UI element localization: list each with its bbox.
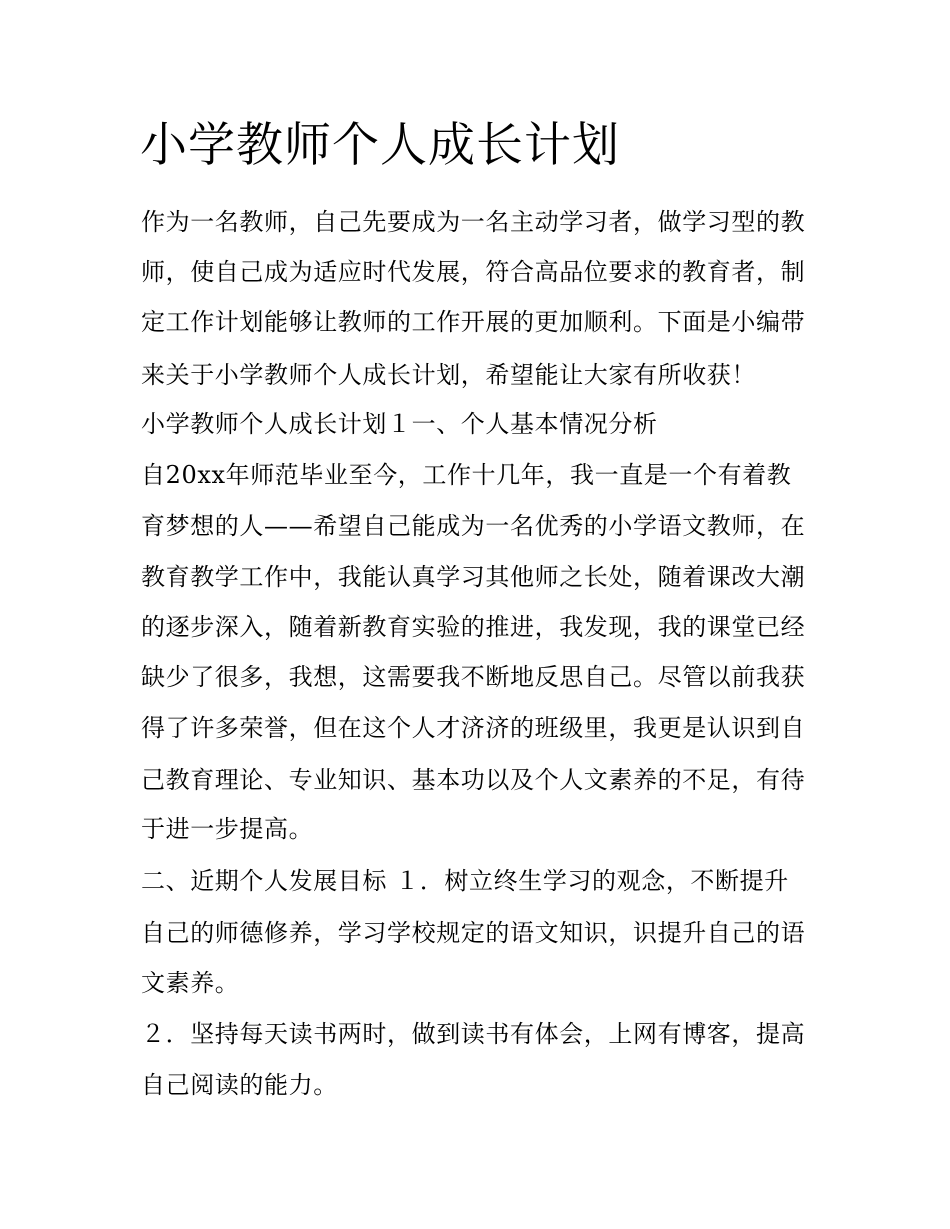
body-line: 定工作计划能够让教师的工作开展的更加顺利。下面是小编带 bbox=[141, 308, 806, 336]
body-line: 自己的师德修养，学习学校规定的语文知识，识提升自己的语 bbox=[141, 919, 806, 947]
body-line: 作为一名教师，自己先要成为一名主动学习者，做学习型的教 bbox=[141, 208, 806, 236]
body-line: 文素养。 bbox=[141, 969, 240, 997]
body-line: 来关于小学教师个人成长计划，希望能让大家有所收获！ bbox=[141, 361, 756, 389]
body-line: 师，使自己成为适应时代发展，符合高品位要求的教育者，制 bbox=[141, 258, 806, 286]
body-line: 二、近期个人发展目标 １．树立终生学习的观念，不断提升 bbox=[141, 867, 789, 895]
body-line: 缺少了很多，我想，这需要我不断地反思自己。尽管以前我获 bbox=[141, 663, 806, 691]
body-line: 于进一步提高。 bbox=[141, 815, 314, 843]
body-line: 自20xx年师范毕业至今，工作十几年，我一直是一个有着教 bbox=[141, 461, 792, 489]
body-line: 自己阅读的能力。 bbox=[141, 1071, 338, 1099]
body-line: 的逐步深入，随着新教育实验的推进，我发现，我的课堂已经 bbox=[141, 613, 806, 641]
body-line: 教育教学工作中，我能认真学习其他师之长处，随着课改大潮 bbox=[141, 563, 806, 591]
section-heading: 小学教师个人成长计划１一、个人基本情况分析 bbox=[141, 410, 658, 438]
body-line: 得了许多荣誉，但在这个人才济济的班级里，我更是认识到自 bbox=[141, 714, 806, 742]
body-line: 育梦想的人——希望自己能成为一名优秀的小学语文教师，在 bbox=[141, 512, 806, 540]
body-line: ２．坚持每天读书两时，做到读书有体会，上网有博客，提高 bbox=[141, 1020, 806, 1048]
body-line: 己教育理论、专业知识、基本功以及个人文素养的不足，有待 bbox=[141, 766, 806, 794]
document-title: 小学教师个人成长计划 bbox=[140, 118, 620, 173]
